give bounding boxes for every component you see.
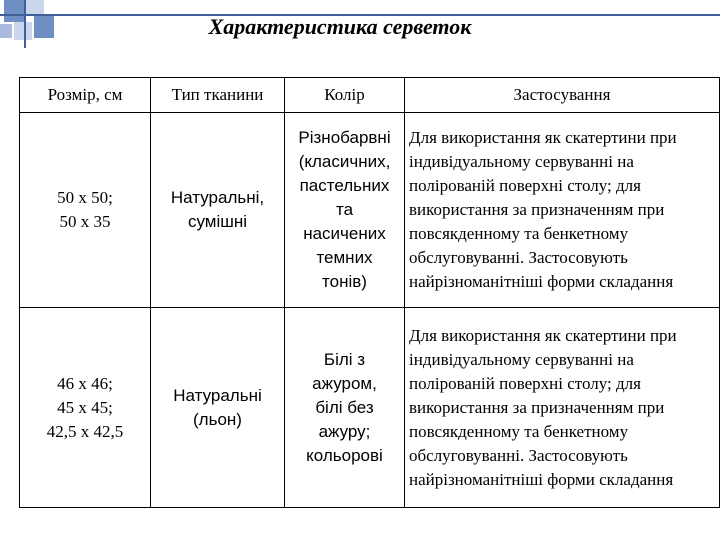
table-row xyxy=(20,308,720,508)
cell-color: Різнобарвні (класичних, пастельних та насичених темних тонів) xyxy=(285,113,405,308)
header-color: Колір xyxy=(285,78,405,113)
decor-square-4 xyxy=(34,16,54,38)
cell-usage: Для використання як скатертини при індивідуальному сервуванні на полірованій поверхні столу; для використання за призначенням при повсякденному та бенкетному обслуговуванні. Застосовують найрізноманітніші форми складання xyxy=(405,308,720,508)
table-header-row xyxy=(20,78,720,113)
cell-fabric: Натуральні (льон) xyxy=(151,308,285,508)
decor-square-3 xyxy=(14,22,32,40)
decor-square-1 xyxy=(4,0,26,22)
header-size: Розмір, см xyxy=(20,78,151,113)
cell-color: Білі з ажуром, білі без ажуру; кольорові xyxy=(285,308,405,508)
header-usage: Застосування xyxy=(405,78,720,113)
table-row xyxy=(20,113,720,308)
cell-size: 50 х 50; 50 х 35 xyxy=(20,113,151,308)
napkin-characteristics-table xyxy=(19,77,720,508)
cell-fabric: Натуральні, сумішні xyxy=(151,113,285,308)
header-fabric: Тип тканини xyxy=(151,78,285,113)
decor-line-vertical xyxy=(24,0,26,48)
decor-square-2 xyxy=(26,0,44,14)
decor-square-5 xyxy=(0,24,12,38)
cell-size: 46 х 46; 45 х 45; 42,5 х 42,5 xyxy=(20,308,151,508)
cell-usage: Для використання як скатертини при індивідуальному сервуванні на полірованій поверхні столу; для використання за призначенням при повсякденному та бенкетному обслуговуванні. Застосовують найрізноманітніші форми складання xyxy=(405,113,720,308)
page-title: Характеристика серветок xyxy=(208,14,472,39)
